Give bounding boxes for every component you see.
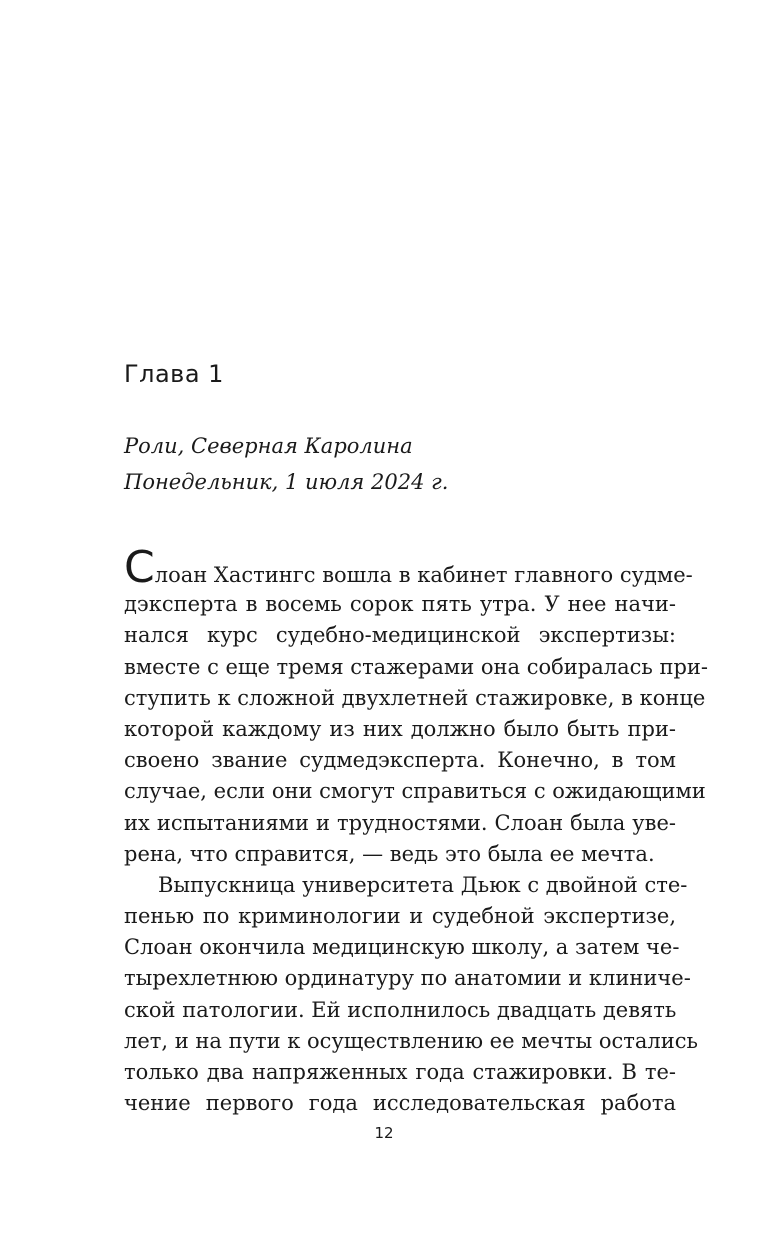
chapter-title: Глава 1 (124, 360, 224, 388)
text-line: нался курс судебно-медицинской экспертизы: (124, 623, 676, 648)
drop-cap: С (124, 542, 155, 593)
text-line (124, 542, 693, 593)
dateline-place: Роли, Северная Каролина (124, 434, 413, 458)
dateline (124, 428, 448, 500)
text-line: случае, если они смогут справиться с ожидающими (124, 779, 706, 804)
text-line: лет, и на пути к осуществлению ее мечты остались (124, 1028, 698, 1053)
text-line: рена, что справится, — ведь это была ее мечта. (124, 841, 655, 866)
text-line: чение первого года исследовательская работа (124, 1091, 676, 1116)
text-line: дэксперта в восемь сорок пять утра. У нее начи- (124, 592, 676, 617)
text-line: пенью по криминологии и судебной экспертизе, (124, 904, 676, 929)
text-line: вместе с еще тремя стажерами она собиралась при- (124, 654, 709, 679)
page-number: 12 (374, 1124, 394, 1142)
text-line: их испытаниями и трудностями. Слоан была уве- (124, 810, 676, 835)
dateline-date: Понедельник, 1 июля 2024 г. (124, 470, 449, 494)
text-line: ской патологии. Ей исполнилось двадцать девять (124, 997, 677, 1022)
text-line-content: лоан Хастингс вошла в кабинет главного судме- (154, 563, 693, 587)
text-line: ступить к сложной двухлетней стажировке, в конце (124, 685, 706, 710)
text-line: Выпускница университета Дьюк с двойной сте- (158, 872, 688, 897)
text-line: только два напряженных года стажировки. В те- (124, 1060, 676, 1084)
text-line: тырехлетнюю ординатуру по анатомии и клиниче- (124, 966, 691, 991)
text-line: Слоан окончила медицинскую школу, а затем че- (124, 935, 680, 960)
body-text (124, 542, 709, 1119)
text-line: своено звание судмедэксперта. Конечно, в том (124, 748, 676, 773)
text-line: которой каждому из них должно было быть при- (124, 716, 676, 741)
